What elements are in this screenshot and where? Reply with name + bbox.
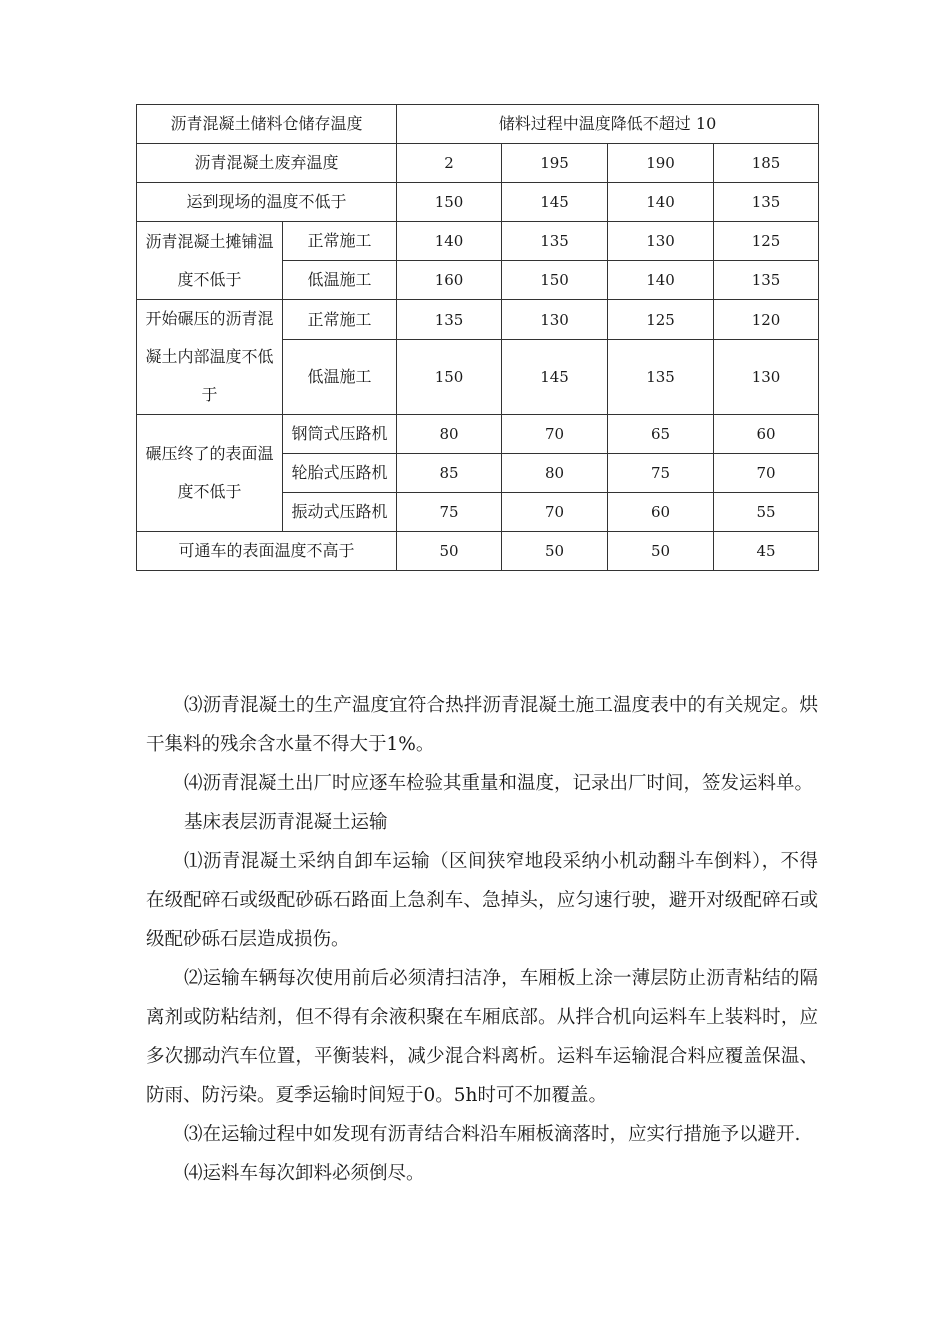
sub-label: 振动式压路机 — [283, 493, 397, 532]
table-row — [137, 183, 819, 222]
table-cell: 150 — [397, 340, 502, 415]
table-row — [137, 300, 819, 340]
sub-label: 正常施工 — [283, 222, 397, 261]
table-cell: 140 — [608, 183, 714, 222]
table-cell: 125 — [714, 222, 819, 261]
table-cell: 60 — [714, 415, 819, 454]
table-cell: 55 — [714, 493, 819, 532]
table-cell: 145 — [502, 340, 608, 415]
table-cell: 130 — [714, 340, 819, 415]
table-cell: 45 — [714, 532, 819, 571]
table-cell: 50 — [397, 532, 502, 571]
table-cell: 130 — [608, 222, 714, 261]
paragraph: ⑷运料车每次卸料必须倒尽。 — [184, 1163, 425, 1184]
paragraph: ⑷沥青混凝土出厂时应逐车检验其重量和温度，记录出厂时间，签发运料单。 — [184, 773, 814, 794]
paragraph: ⑶在运输过程中如发现有沥青结合料沿车厢板滴落时，应实行措施予以避开. — [184, 1124, 801, 1145]
group-label: 碾压终了的表面温度不低于 — [137, 415, 283, 532]
table-cell: 50 — [608, 532, 714, 571]
row-label: 沥青混凝土储料仓储存温度 — [137, 105, 397, 144]
table-cell: 120 — [714, 300, 819, 340]
table-cell: 135 — [608, 340, 714, 415]
body-text — [146, 686, 818, 1193]
table-cell: 80 — [397, 415, 502, 454]
sub-label: 低温施工 — [283, 261, 397, 300]
table-cell: 70 — [714, 454, 819, 493]
table-cell: 135 — [502, 222, 608, 261]
table-cell: 80 — [502, 454, 608, 493]
table-cell: 135 — [397, 300, 502, 340]
table-cell: 150 — [502, 261, 608, 300]
table-row — [137, 105, 819, 144]
table-cell: 130 — [502, 300, 608, 340]
group-label: 沥青混凝土摊铺温度不低于 — [137, 222, 283, 300]
table-cell: 75 — [397, 493, 502, 532]
table-row — [137, 532, 819, 571]
table-row — [137, 415, 819, 454]
table-cell: 140 — [397, 222, 502, 261]
table-cell: 60 — [608, 493, 714, 532]
group-label: 开始碾压的沥青混凝土内部温度不低于 — [137, 300, 283, 415]
table-cell: 190 — [608, 144, 714, 183]
table-cell: 185 — [714, 144, 819, 183]
table-cell: 70 — [502, 415, 608, 454]
paragraph: ⑵运输车辆每次使用前后必须清扫洁净，车厢板上涂一薄层防止沥青粘结的隔离剂或防粘结剂，但不得有余液积聚在车厢底部。从拌合机向运料车上装料时，应多次挪动汽车位置，平衡装料，减少混合料离析。运料车运输混合料应覆盖保温、防雨、防污染。夏季运输时间短于0。5h时可不加覆盖。 — [146, 968, 818, 1106]
table-cell: 160 — [397, 261, 502, 300]
table-cell: 125 — [608, 300, 714, 340]
paragraph: ⑴沥青混凝土采纳自卸车运输（区间狭窄地段采纳小机动翻斗车倒料），不得在级配碎石或级配砂砾石路面上急刹车、急掉头，应匀速行驶，避开对级配碎石或级配砂砾石层造成损伤。 — [146, 851, 818, 950]
table-cell: 50 — [502, 532, 608, 571]
table-cell: 70 — [502, 493, 608, 532]
table-cell: 195 — [502, 144, 608, 183]
table-cell: 135 — [714, 183, 819, 222]
sub-label: 钢筒式压路机 — [283, 415, 397, 454]
table-cell: 65 — [608, 415, 714, 454]
row-label: 可通车的表面温度不高于 — [137, 532, 397, 571]
table-cell: 75 — [608, 454, 714, 493]
sub-label: 正常施工 — [283, 300, 397, 340]
storage-value: 储料过程中温度降低不超过 10 — [397, 105, 819, 144]
table-cell: 145 — [502, 183, 608, 222]
row-label: 沥青混凝土废弃温度 — [137, 144, 397, 183]
table-row — [137, 144, 819, 183]
table-cell: 140 — [608, 261, 714, 300]
table-cell: 2 — [397, 144, 502, 183]
table-cell: 85 — [397, 454, 502, 493]
sub-label: 低温施工 — [283, 340, 397, 415]
section-heading: 基床表层沥青混凝土运输 — [184, 812, 388, 833]
row-label: 运到现场的温度不低于 — [137, 183, 397, 222]
temperature-table — [136, 104, 819, 571]
table-row — [137, 222, 819, 261]
table-cell: 135 — [714, 261, 819, 300]
paragraph: ⑶沥青混凝土的生产温度宜符合热拌沥青混凝土施工温度表中的有关规定。烘干集料的残余含水量不得大于1%。 — [146, 695, 818, 755]
table-cell: 150 — [397, 183, 502, 222]
sub-label: 轮胎式压路机 — [283, 454, 397, 493]
